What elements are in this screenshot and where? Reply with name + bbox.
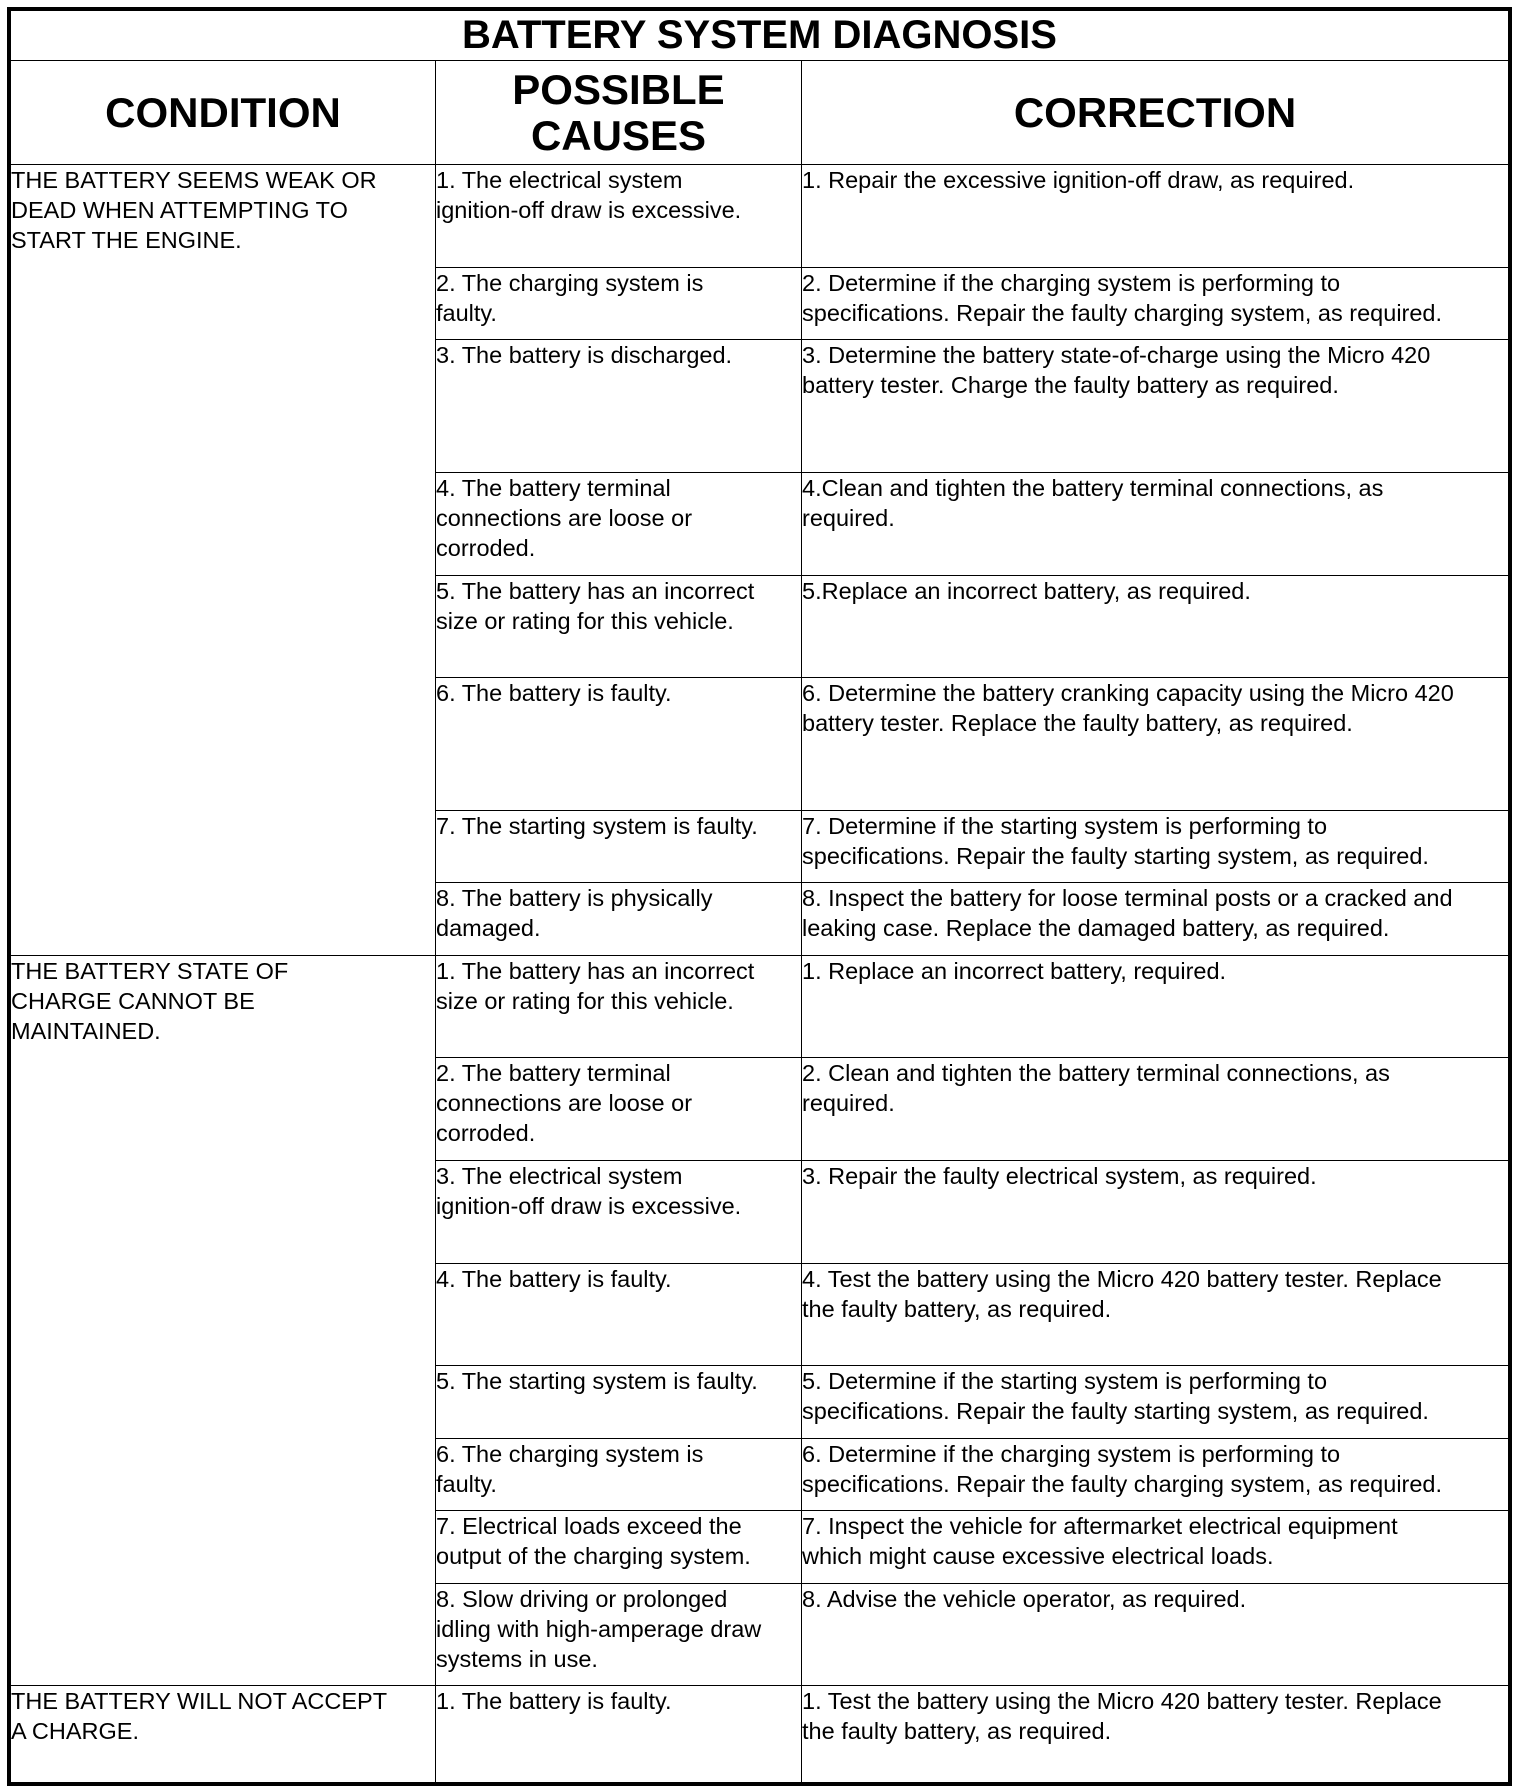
cause-cell: 5. The starting system is faulty. [436,1366,802,1439]
cause-cell: 1. The electrical system ignition-off draw is excessive. [436,165,802,268]
cause-cell: 8. Slow driving or prolonged idling with high-amperage draw systems in use. [436,1584,802,1686]
cause-cell: 2. The battery terminal connections are loose or corroded. [436,1058,802,1161]
cause-cell: 8. The battery is physically damaged. [436,883,802,956]
cause-cell: 3. The battery is discharged. [436,340,802,473]
column-header-correction: CORRECTION [802,61,1509,165]
correction-cell: 8. Advise the vehicle operator, as required. [802,1584,1509,1686]
correction-cell: 2. Determine if the charging system is performing to specifications. Repair the faulty charging system, as required. [802,268,1509,340]
cause-cell: 1. The battery is faulty. [436,1686,802,1783]
correction-cell: 4.Clean and tighten the battery terminal connections, as required. [802,473,1509,576]
column-header-causes: POSSIBLE CAUSES [436,61,802,165]
correction-cell: 5.Replace an incorrect battery, as required. [802,576,1509,678]
correction-cell: 6. Determine if the charging system is performing to specifications. Repair the faulty charging system, as required. [802,1439,1509,1511]
cause-cell: 4. The battery terminal connections are loose or corroded. [436,473,802,576]
correction-cell: 4. Test the battery using the Micro 420 battery tester. Replace the faulty battery, as required. [802,1264,1509,1366]
correction-cell: 1. Replace an incorrect battery, required. [802,956,1509,1058]
correction-cell: 3. Repair the faulty electrical system, as required. [802,1161,1509,1264]
table-title: BATTERY SYSTEM DIAGNOSIS [11,11,1509,61]
diagnosis-sheet [7,7,1512,1786]
correction-cell: 2. Clean and tighten the battery terminal connections, as required. [802,1058,1509,1161]
condition-cell: THE BATTERY WILL NOT ACCEPT A CHARGE. [11,1686,436,1783]
cause-cell: 4. The battery is faulty. [436,1264,802,1366]
cause-cell: 7. Electrical loads exceed the output of the charging system. [436,1511,802,1584]
cause-cell: 2. The charging system is faulty. [436,268,802,340]
cause-cell: 6. The charging system is faulty. [436,1439,802,1511]
correction-cell: 7. Determine if the starting system is performing to specifications. Repair the faulty starting system, as required. [802,811,1509,883]
correction-cell: 7. Inspect the vehicle for aftermarket electrical equipment which might cause excessive electrical loads. [802,1511,1509,1584]
diagnosis-table [10,10,1509,1783]
correction-cell: 6. Determine the battery cranking capacity using the Micro 420 battery tester. Replace the faulty battery, as required. [802,678,1509,811]
cause-cell: 1. The battery has an incorrect size or rating for this vehicle. [436,956,802,1058]
correction-cell: 1. Repair the excessive ignition-off draw, as required. [802,165,1509,268]
condition-cell: THE BATTERY STATE OF CHARGE CANNOT BE MAINTAINED. [11,956,436,1686]
cause-cell: 5. The battery has an incorrect size or rating for this vehicle. [436,576,802,678]
cause-cell: 6. The battery is faulty. [436,678,802,811]
condition-cell: THE BATTERY SEEMS WEAK OR DEAD WHEN ATTEMPTING TO START THE ENGINE. [11,165,436,956]
cause-cell: 3. The electrical system ignition-off draw is excessive. [436,1161,802,1264]
correction-cell: 5. Determine if the starting system is performing to specifications. Repair the faulty starting system, as required. [802,1366,1509,1439]
cause-cell: 7. The starting system is faulty. [436,811,802,883]
column-header-condition: CONDITION [11,61,436,165]
correction-cell: 1. Test the battery using the Micro 420 battery tester. Replace the faulty battery, as required. [802,1686,1509,1783]
correction-cell: 3. Determine the battery state-of-charge using the Micro 420 battery tester. Charge the faulty battery as required. [802,340,1509,473]
correction-cell: 8. Inspect the battery for loose terminal posts or a cracked and leaking case. Replace the damaged battery, as required. [802,883,1509,956]
